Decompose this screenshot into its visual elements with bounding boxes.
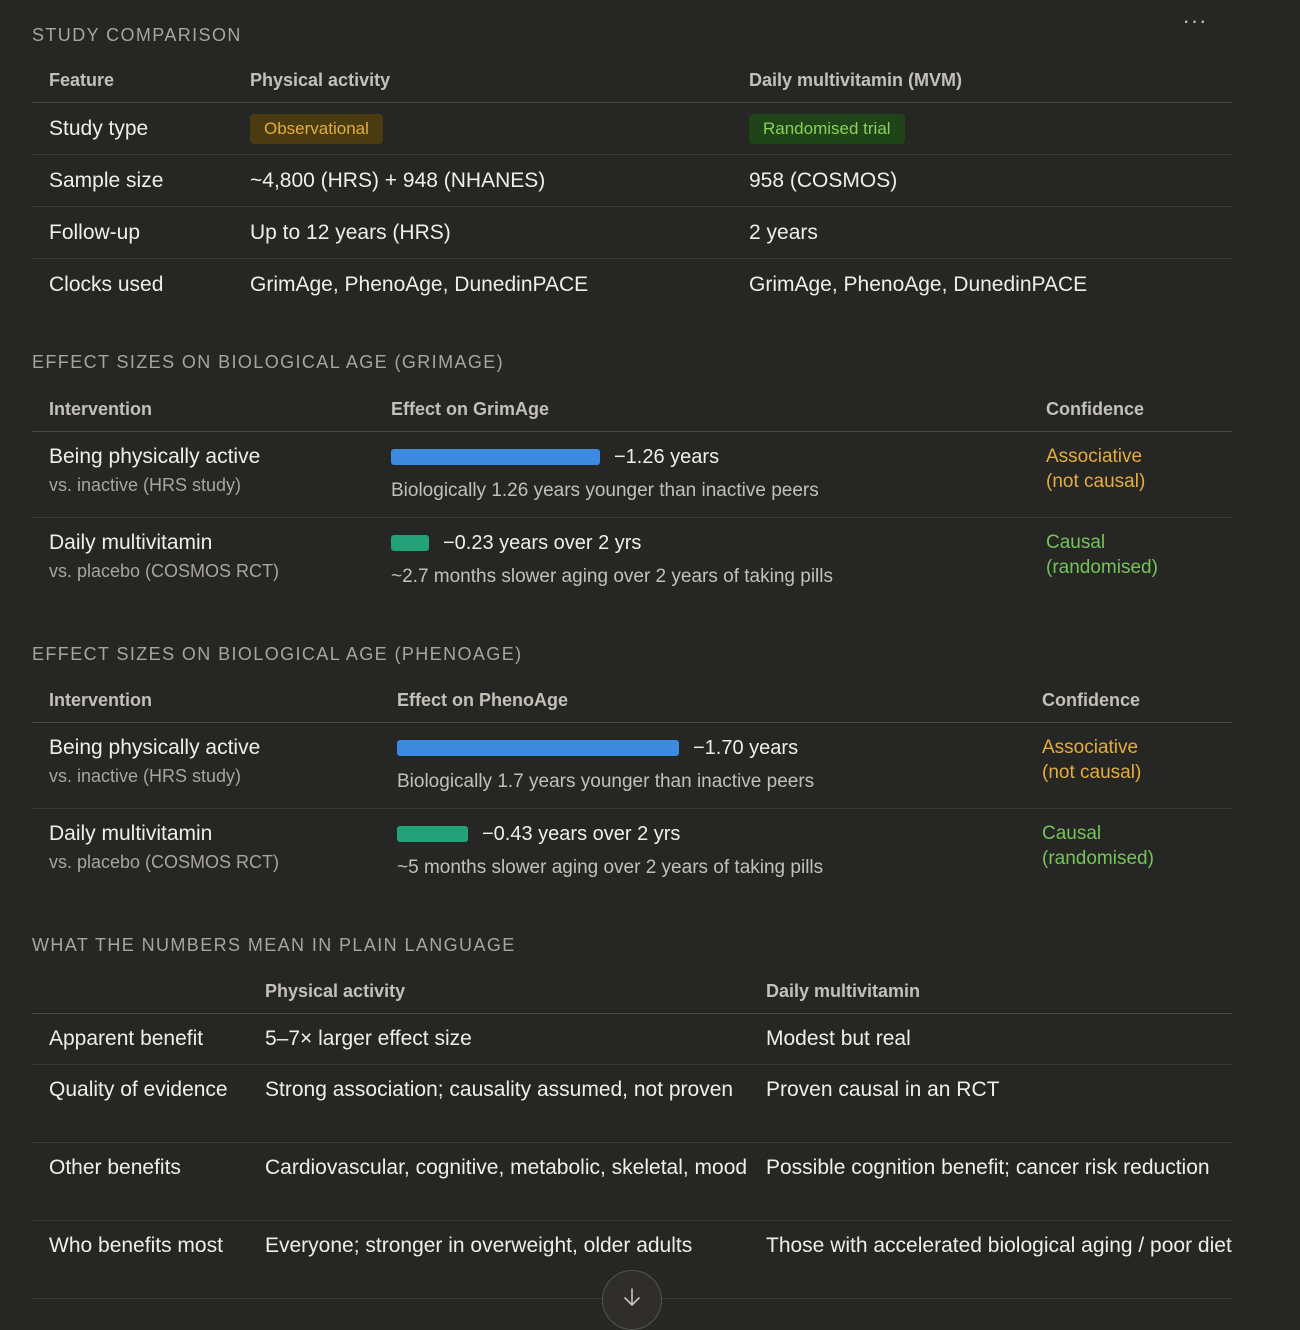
table-header-row bbox=[32, 969, 1232, 1014]
table-row bbox=[32, 1143, 1232, 1221]
column-header: Physical activity bbox=[233, 58, 732, 103]
mvm-cell: Possible cognition benefit; cancer risk reduction bbox=[749, 1143, 1232, 1221]
confidence-qualifier: (not causal) bbox=[1046, 471, 1146, 492]
activity-cell: Up to 12 years (HRS) bbox=[233, 207, 732, 259]
row-label: Other benefits bbox=[32, 1143, 248, 1221]
column-header: Confidence bbox=[1025, 678, 1232, 723]
row-label: Quality of evidence bbox=[32, 1065, 248, 1143]
effect-description: Biologically 1.7 years younger than inactive peers bbox=[397, 771, 815, 792]
intervention-name: Daily multivitamin bbox=[49, 531, 213, 554]
feature-cell: Study type bbox=[32, 103, 233, 155]
intervention-name: Being physically active bbox=[49, 736, 261, 759]
intervention-name: Daily multivitamin bbox=[49, 822, 213, 845]
confidence-label: Causal bbox=[1042, 823, 1102, 844]
effect-description: ~5 months slower aging over 2 years of taking pills bbox=[397, 857, 824, 878]
table-row bbox=[32, 155, 1232, 207]
activity-cell bbox=[233, 103, 732, 155]
activity-cell: 5–7× larger effect size bbox=[248, 1014, 749, 1065]
table-header-row bbox=[32, 387, 1232, 432]
confidence-label: Associative bbox=[1046, 446, 1143, 467]
effect-value: −1.26 years bbox=[614, 445, 720, 468]
effect-bar bbox=[397, 826, 468, 842]
intervention-name: Being physically active bbox=[49, 445, 261, 468]
arrow-down-icon bbox=[620, 1271, 644, 1307]
activity-cell: Strong association; causality assumed, not proven bbox=[248, 1065, 749, 1143]
mvm-cell: Modest but real bbox=[749, 1014, 1232, 1065]
column-header: Intervention bbox=[32, 387, 374, 432]
column-header: Intervention bbox=[32, 678, 380, 723]
activity-cell: Everyone; stronger in overweight, older adults bbox=[248, 1221, 749, 1299]
column-header: Daily multivitamin (MVM) bbox=[732, 58, 1232, 103]
table-row bbox=[32, 207, 1232, 259]
table-header-row bbox=[32, 678, 1232, 723]
grimage-section-title: EFFECT SIZES ON BIOLOGICAL AGE (GRIMAGE) bbox=[32, 352, 505, 372]
column-header: Effect on PhenoAge bbox=[380, 678, 1025, 723]
column-header: Feature bbox=[32, 58, 233, 103]
mvm-cell: Those with accelerated biological aging / poor diet bbox=[749, 1221, 1232, 1299]
row-label: Who benefits most bbox=[32, 1221, 248, 1299]
mvm-cell bbox=[732, 103, 1232, 155]
intervention-subtitle: vs. inactive (HRS study) bbox=[49, 766, 242, 786]
table-row bbox=[32, 1065, 1232, 1143]
confidence-label: Causal bbox=[1046, 532, 1106, 553]
mvm-cell: GrimAge, PhenoAge, DunedinPACE bbox=[749, 272, 1088, 296]
randomised-trial-badge: Randomised trial bbox=[749, 114, 905, 144]
phenoage-effect-table bbox=[32, 678, 1232, 895]
plain-language-title: WHAT THE NUMBERS MEAN IN PLAIN LANGUAGE bbox=[32, 935, 516, 955]
table-row bbox=[32, 432, 1232, 518]
effect-description: ~2.7 months slower aging over 2 years of taking pills bbox=[391, 566, 833, 587]
table-row bbox=[32, 1014, 1232, 1065]
mvm-cell: 2 years bbox=[732, 207, 1232, 259]
table-row bbox=[32, 723, 1232, 809]
intervention-subtitle: vs. inactive (HRS study) bbox=[49, 475, 242, 495]
activity-cell: ~4,800 (HRS) + 948 (NHANES) bbox=[233, 155, 732, 207]
table-row bbox=[32, 103, 1232, 155]
effect-bar bbox=[391, 535, 429, 551]
phenoage-section-title: EFFECT SIZES ON BIOLOGICAL AGE (PHENOAGE) bbox=[32, 644, 523, 664]
study-comparison-table bbox=[32, 58, 1232, 310]
column-header bbox=[32, 969, 248, 1014]
confidence-label: Associative bbox=[1042, 737, 1139, 758]
intervention-subtitle: vs. placebo (COSMOS RCT) bbox=[49, 561, 280, 581]
column-header: Physical activity bbox=[248, 969, 749, 1014]
column-header: Effect on GrimAge bbox=[374, 387, 1029, 432]
effect-bar bbox=[391, 449, 600, 465]
table-row bbox=[32, 518, 1232, 604]
observational-badge: Observational bbox=[250, 114, 383, 144]
effect-description: Biologically 1.26 years younger than inactive peers bbox=[391, 480, 819, 501]
activity-cell: Cardiovascular, cognitive, metabolic, skeletal, mood bbox=[248, 1143, 749, 1221]
table-row bbox=[32, 259, 1232, 311]
mvm-cell: Proven causal in an RCT bbox=[749, 1065, 1232, 1143]
feature-cell: Sample size bbox=[32, 155, 233, 207]
confidence-qualifier: (randomised) bbox=[1042, 848, 1154, 869]
column-header: Confidence bbox=[1029, 387, 1232, 432]
feature-cell: Follow-up bbox=[32, 207, 233, 259]
plain-language-table bbox=[32, 969, 1232, 1299]
mvm-cell: 958 (COSMOS) bbox=[732, 155, 1232, 207]
activity-cell: GrimAge, PhenoAge, DunedinPACE bbox=[250, 272, 589, 296]
confidence-qualifier: (not causal) bbox=[1042, 762, 1142, 783]
effect-value: −1.70 years bbox=[693, 736, 799, 759]
table-row bbox=[32, 809, 1232, 895]
feature-cell: Clocks used bbox=[49, 272, 164, 296]
effect-bar bbox=[397, 740, 679, 756]
row-label: Apparent benefit bbox=[32, 1014, 248, 1065]
effect-value: −0.23 years over 2 yrs bbox=[443, 531, 642, 554]
grimage-effect-table bbox=[32, 387, 1232, 604]
intervention-subtitle: vs. placebo (COSMOS RCT) bbox=[49, 852, 280, 872]
more-options-icon[interactable]: ··· bbox=[1182, 8, 1208, 33]
scroll-to-bottom-button[interactable] bbox=[602, 1270, 662, 1330]
study-comparison-title: STUDY COMPARISON bbox=[32, 25, 242, 45]
column-header: Daily multivitamin bbox=[749, 969, 1232, 1014]
table-header-row bbox=[32, 58, 1232, 103]
confidence-qualifier: (randomised) bbox=[1046, 557, 1158, 578]
effect-value: −0.43 years over 2 yrs bbox=[482, 822, 681, 845]
